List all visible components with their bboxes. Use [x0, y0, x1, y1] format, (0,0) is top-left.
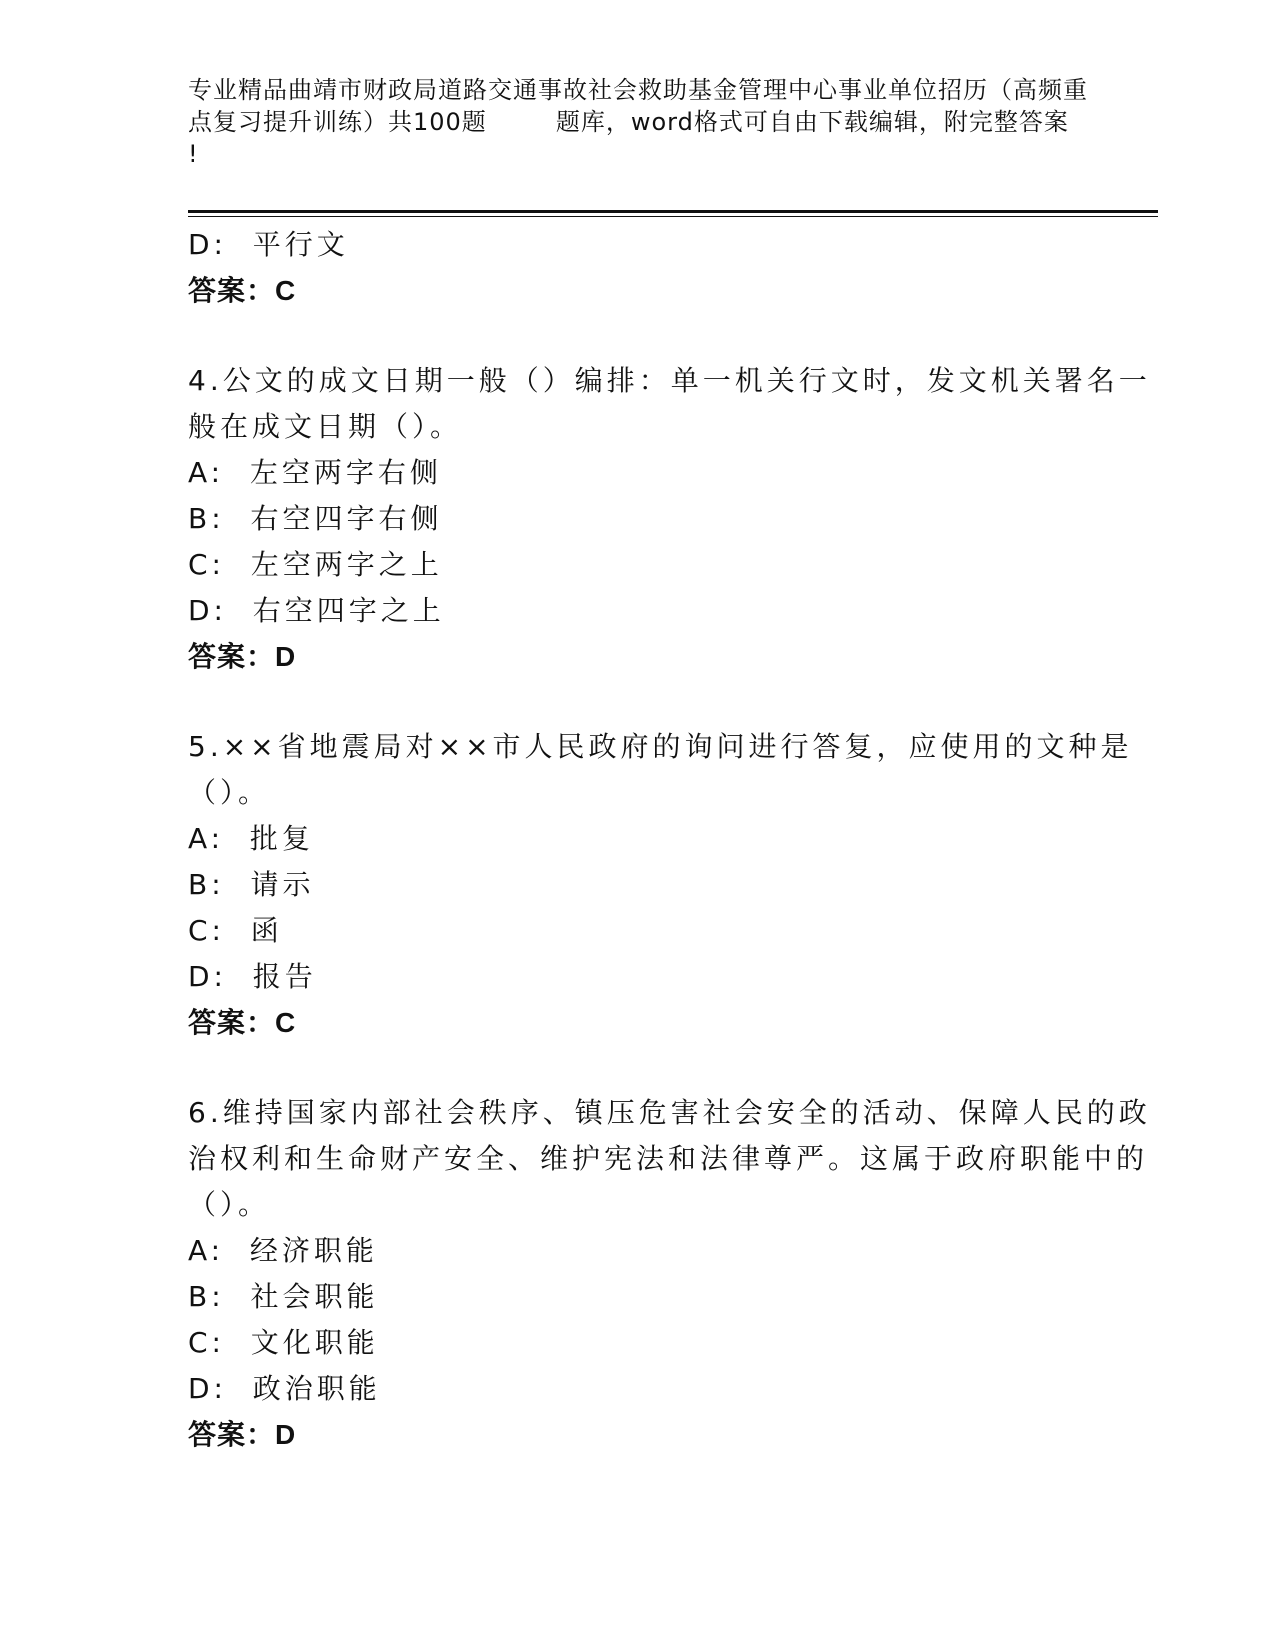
option-c: C: 文化职能 — [188, 1326, 379, 1359]
header-divider-thin — [188, 216, 1158, 217]
question-stem-line: 般在成文日期（）。 — [188, 410, 463, 443]
question-block-6 — [188, 1090, 1151, 1458]
option-a: A: 经济职能 — [188, 1234, 378, 1267]
question-block-3-tail — [188, 222, 1088, 314]
option-d: D: 右空四字之上 — [188, 594, 445, 627]
header-title-line-1: 专业精品曲靖市财政局道路交通事故社会救助基金管理中心事业单位招历（高频重 — [188, 76, 1088, 104]
question-stem-line: 4.公文的成文日期一般（）编排：单一机关行文时，发文机关署名一 — [188, 364, 1151, 397]
header-title-line-3: ! — [188, 140, 199, 168]
option-c: C: 左空两字之上 — [188, 548, 443, 581]
question-stem-line: （）。 — [188, 1188, 271, 1221]
question-stem-line: 治权利和生命财产安全、维护宪法和法律尊严。这属于政府职能中的 — [188, 1142, 1149, 1175]
question-stem-line: 5.××省地震局对××市人民政府的询问进行答复，应使用的文种是 — [188, 730, 1133, 763]
question-block-4 — [188, 358, 1151, 680]
question-stem-line: （）。 — [188, 776, 271, 809]
option-a: A: 批复 — [188, 822, 314, 855]
option-d: D: 报告 — [188, 960, 317, 993]
option-d: D: 政治职能 — [188, 1372, 381, 1405]
option-b: B: 社会职能 — [188, 1280, 379, 1313]
header-divider-thick — [188, 210, 1158, 213]
answer-line: 答案：D — [188, 1419, 297, 1450]
option-d: D: 平行文 — [188, 228, 349, 261]
document-header — [188, 74, 1088, 170]
question-list — [188, 222, 1151, 1458]
answer-line: 答案：D — [188, 641, 297, 672]
answer-line: 答案：C — [188, 1007, 297, 1038]
option-b: B: 右空四字右侧 — [188, 502, 443, 535]
header-title-line-2: 点复习提升训练）共100题 题库，word格式可自由下载编辑，附完整答案 — [188, 108, 1069, 136]
question-stem-line: 6.维持国家内部社会秩序、镇压危害社会安全的活动、保障人民的政 — [188, 1096, 1151, 1129]
option-c: C: 函 — [188, 914, 283, 947]
answer-line: 答案：C — [188, 275, 297, 306]
option-a: A: 左空两字右侧 — [188, 456, 442, 489]
option-b: B: 请示 — [188, 868, 315, 901]
question-block-5 — [188, 724, 1133, 1046]
